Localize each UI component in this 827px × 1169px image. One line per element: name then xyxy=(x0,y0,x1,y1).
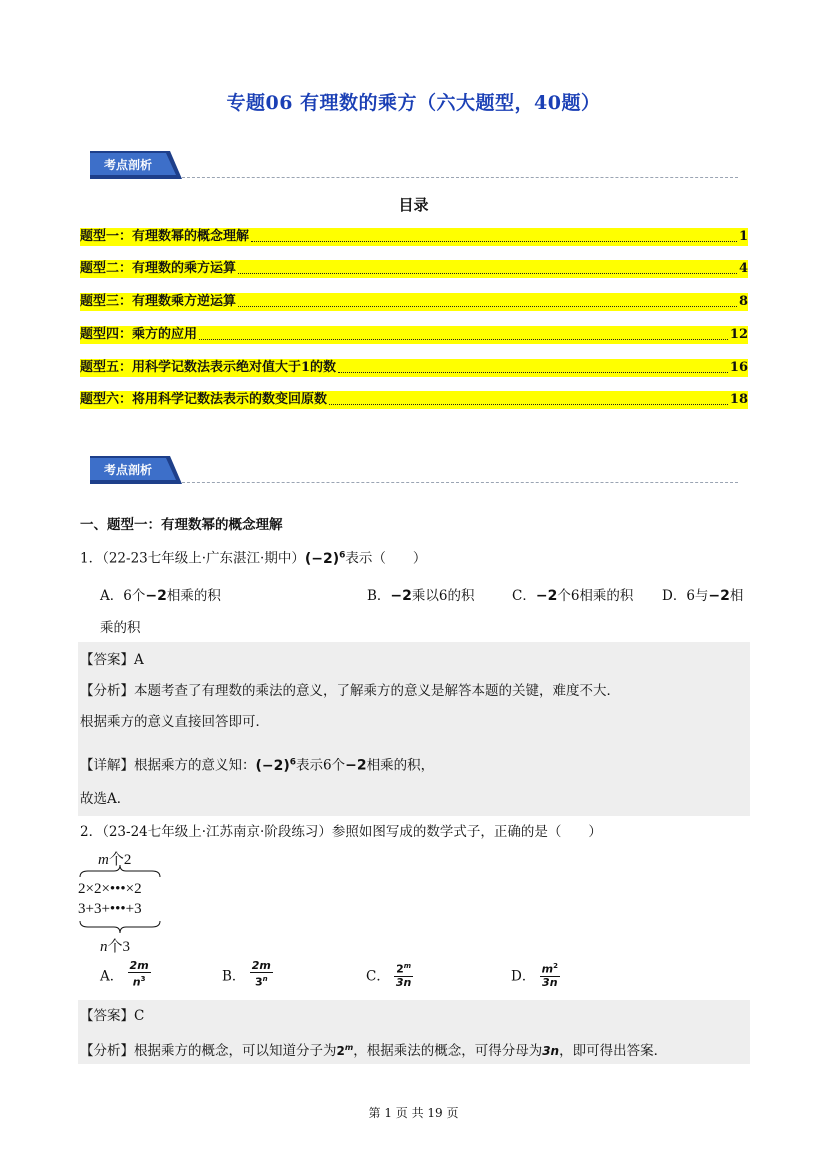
toc-item-page: 16 xyxy=(729,360,748,375)
toc-heading: 目录 xyxy=(398,196,429,214)
toc-leader xyxy=(199,339,728,340)
question-text: 表示（ ） xyxy=(345,550,427,567)
figure-line-2: 3+3+•••+3 xyxy=(78,901,142,917)
analysis-line: 根据乘方的意义直接回答即可． xyxy=(80,714,269,730)
toc-leader xyxy=(238,273,737,274)
toc-item-page: 18 xyxy=(729,392,748,407)
option-c[interactable]: C．−2个6相乘的积 xyxy=(512,588,634,604)
question-1-stem xyxy=(80,545,426,569)
fraction: $\frac{2m}{n^3}$ xyxy=(129,959,149,989)
section-divider xyxy=(182,482,738,483)
toc-item-page: 12 xyxy=(729,327,748,342)
answer-box xyxy=(78,642,750,816)
option-d-continued: 乘的积 xyxy=(100,620,141,636)
analysis-line: 【分析】本题考查了有理数的乘法的意义，了解乘方的意义是解答本题的关键，难度不大． xyxy=(80,683,620,699)
option-b[interactable]: B．−2乘以6的积 xyxy=(367,588,475,604)
toc-item-page: 1 xyxy=(738,229,748,244)
page-title: 专题06 有理数的乘方（六大题型，40题） xyxy=(226,92,601,114)
question-source: 1．（22-23七年级上·广东湛江·期中） xyxy=(80,550,305,567)
option-d[interactable]: D． $\frac{m^2}{3n}$ xyxy=(511,962,558,989)
section-divider xyxy=(182,177,738,178)
toc-item-label: 题型四：乘方的应用 xyxy=(80,327,198,342)
toc-leader xyxy=(338,372,728,373)
detail-line: 【详解】根据乘方的意义知：$(-2)^6$表示6个−2相乘的积， xyxy=(80,757,435,774)
toc-item[interactable] xyxy=(80,293,748,311)
toc-item[interactable] xyxy=(80,326,748,344)
toc-item-page: 8 xyxy=(738,294,748,309)
toc-leader xyxy=(329,404,728,405)
section-tag xyxy=(90,456,182,484)
toc-item-label: 题型五：用科学记数法表示绝对值大于1的数 xyxy=(80,360,337,375)
section-tag-label: 考点剖析 xyxy=(104,463,153,477)
page-footer: 第 1 页 共 19 页 xyxy=(368,1106,459,1120)
figure-bottom-label: n个3 xyxy=(100,939,131,955)
bottom-brace xyxy=(78,920,162,934)
toc-item[interactable] xyxy=(80,391,748,409)
math-expression: $(-2)^6$ xyxy=(304,550,346,567)
option-a[interactable]: A．6个−2相乘的积 xyxy=(100,588,221,604)
conclusion-line: 故选A． xyxy=(80,791,131,807)
toc-leader xyxy=(251,241,737,242)
toc-item[interactable] xyxy=(80,260,748,278)
answer-line: 【答案】A xyxy=(80,652,144,668)
figure-diagram xyxy=(78,848,178,958)
section-tag xyxy=(90,151,182,179)
figure-top-label: m个2 xyxy=(98,852,132,868)
analysis-line: 【分析】根据乘方的概念，可以知道分子为2$^m$，根据乘法的概念，可得分母为3n，即可得出答案． xyxy=(80,1043,668,1059)
fraction: $\frac{2m}{3^n}$ xyxy=(251,959,271,989)
answer-box xyxy=(78,1000,750,1064)
top-brace xyxy=(78,864,162,878)
math-expression: $(-2)^6$ xyxy=(255,757,297,774)
toc-item-label: 题型六：将用科学记数法表示的数变回原数 xyxy=(80,392,328,407)
option-c[interactable]: C． $\frac{2^m}{3n}$ xyxy=(366,962,412,989)
toc-leader xyxy=(238,306,737,307)
question-2-stem: 2．（23-24七年级上·江苏南京·阶段练习）参照如图写成的数学式子，正确的是（ ） xyxy=(80,824,602,840)
answer-line: 【答案】C xyxy=(80,1008,145,1024)
toc-item-page: 4 xyxy=(738,261,748,276)
option-a[interactable]: A． $\frac{2m}{n^3}$ xyxy=(100,959,149,989)
toc-item-label: 题型一：有理数幂的概念理解 xyxy=(80,229,250,244)
section-tag-label: 考点剖析 xyxy=(104,158,153,172)
fraction: $\frac{m^2}{3n}$ xyxy=(541,962,558,989)
toc-item[interactable] xyxy=(80,359,748,377)
option-d[interactable]: D．6与−2相 xyxy=(662,588,744,604)
figure-line-1: 2×2×•••×2 xyxy=(78,881,142,897)
option-b[interactable]: B． $\frac{2m}{3^n}$ xyxy=(222,959,271,989)
toc-item-label: 题型二：有理数的乘方运算 xyxy=(80,261,237,276)
toc-item-label: 题型三：有理数乘方逆运算 xyxy=(80,294,237,309)
toc-item[interactable] xyxy=(80,228,748,246)
section-heading: 一、题型一：有理数幂的概念理解 xyxy=(80,517,283,533)
fraction: $\frac{2^m}{3n}$ xyxy=(395,962,412,989)
